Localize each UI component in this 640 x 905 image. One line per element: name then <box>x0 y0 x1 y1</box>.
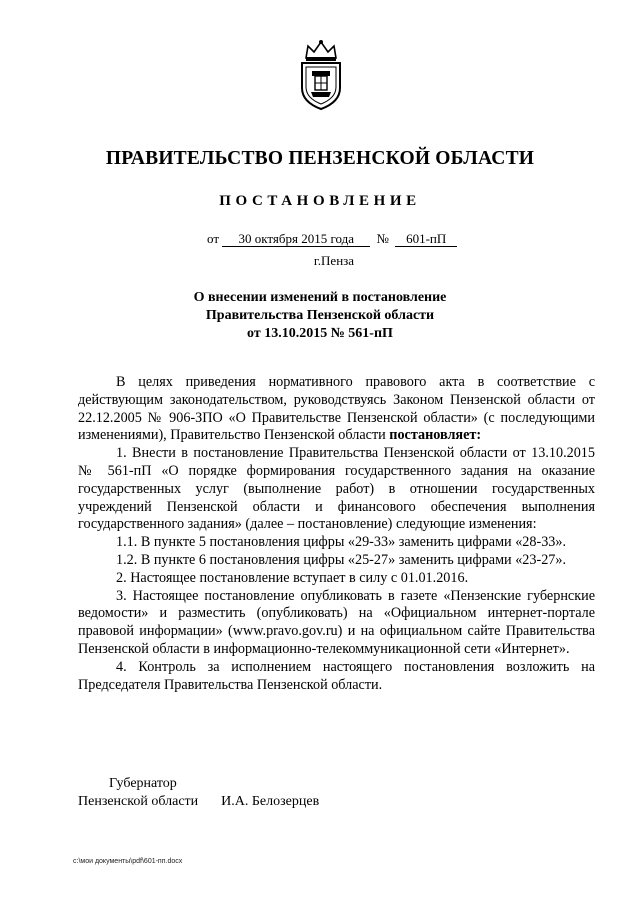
file-path-footer: c:\мои документы\pdf\601-пп.docx <box>73 858 183 865</box>
signatory-title-line1: Губернатор <box>109 776 177 791</box>
preamble-colon: : <box>476 427 482 444</box>
preamble-text: В целях приведения нормативного правового акта в соответствие с действующим законодательством, руководствуясь Законом Пензенской области от 22.12.2005 № 906-ЗПО «О Правительстве Пензенской области» (с последующими изменениями), Правительство Пензенской области <box>78 374 595 444</box>
item-1-2: 1.2. В пункте 6 постановления цифры «25-27» заменить цифрами «23-27». <box>116 551 567 568</box>
document-body <box>78 374 595 694</box>
number-prefix: № <box>376 231 389 246</box>
resolves-keyword: постановляет <box>389 427 477 444</box>
subject-line: Правительства Пензенской области <box>205 308 435 323</box>
subject-line: О внесении изменений в постановление <box>193 290 447 305</box>
subject-line: от 13.10.2015 № 561-пП <box>247 326 393 341</box>
signatory-title-region: Пензенской области <box>78 794 199 809</box>
penza-region-coat-of-arms-icon <box>294 38 348 112</box>
city: г.Пенза <box>313 253 355 268</box>
document-date: 30 октября 2015 года <box>222 232 370 247</box>
item-4: 4. Контроль за исполнением настоящего постановления возложить на Председателя Правительства Пензенской области. <box>78 658 595 693</box>
item-2: 2. Настоящее постановление вступает в силу с 01.01.2016. <box>116 569 469 586</box>
date-number-line <box>207 231 457 247</box>
item-1: 1. Внести в постановление Правительства Пензенской области от 13.10.2015 № 561-пП «О порядке формирования государственного задания на оказание государственных услуг (выполнение работ) в отношении государственных учреждений Пензенской области и финансового обеспечения выполнения государственного задания» (далее – постановление) следующие изменения: <box>78 445 595 533</box>
document-subject <box>0 289 640 343</box>
item-3: 3. Настоящее постановление опубликовать в газете «Пензенские губернские ведомости» и разместить (опубликовать) на «Официальном интернет-портале правовой информации» (www.pravo.gov.ru) и на официальном сайте Правительства Пензенской области в информационно-телекоммуникационной сети «Интернет». <box>78 587 595 657</box>
organization-title: ПРАВИТЕЛЬСТВО ПЕНЗЕНСКОЙ ОБЛАСТИ <box>105 148 535 169</box>
document-type: ПОСТАНОВЛЕНИЕ <box>219 193 421 209</box>
preamble-paragraph <box>78 374 595 445</box>
item-1-1: 1.1. В пункте 5 постановления цифры «29-33» заменить цифрами «28-33». <box>116 534 567 551</box>
signatory-title-line2 <box>78 793 319 811</box>
signature-block <box>78 775 319 811</box>
date-prefix: от <box>207 231 220 246</box>
signatory-name: И.А. Белозерцев <box>221 794 320 809</box>
document-number: 601-пП <box>395 232 457 247</box>
